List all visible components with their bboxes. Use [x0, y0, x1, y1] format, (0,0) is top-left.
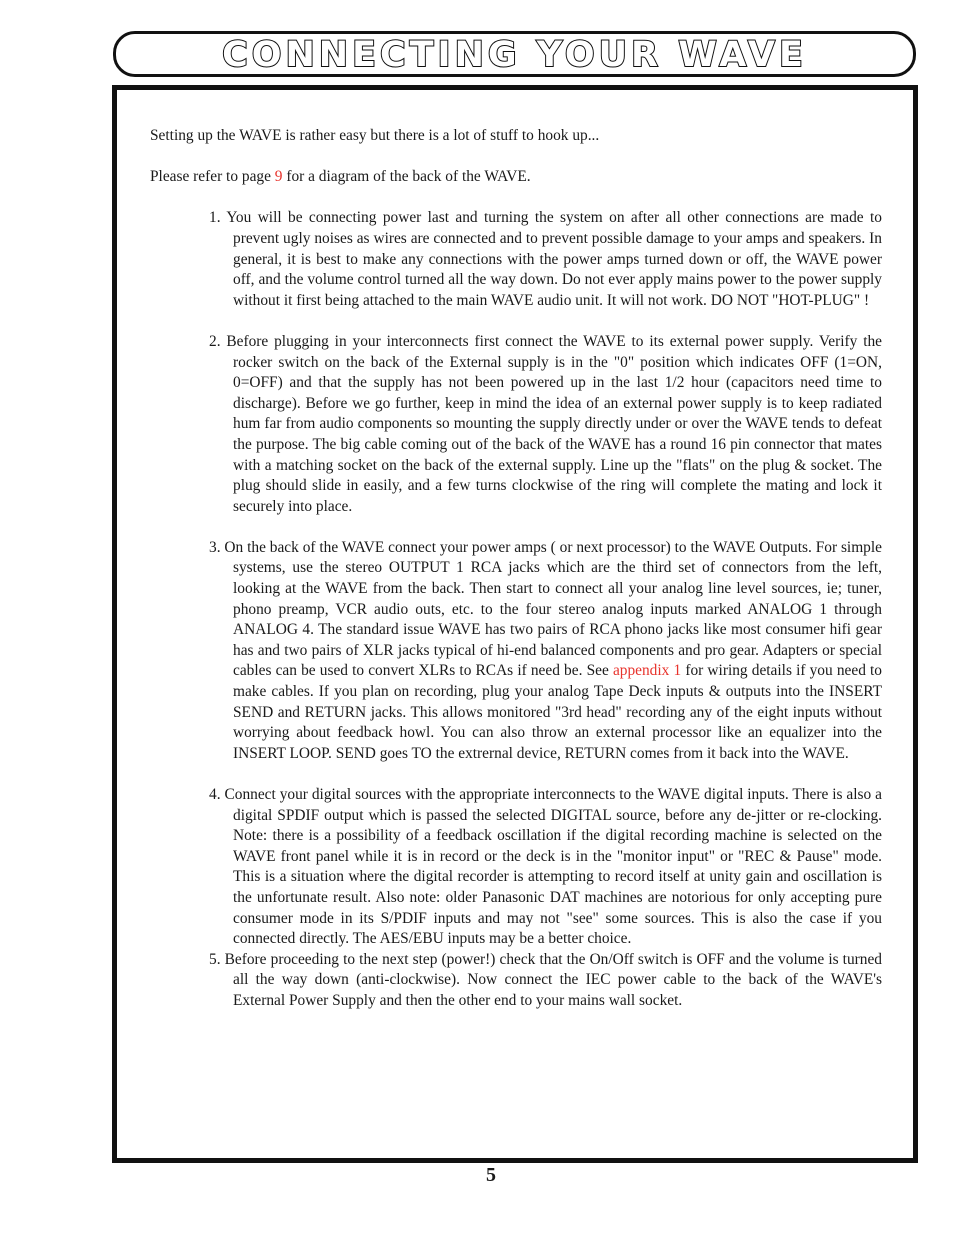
page-9-link[interactable]: 9 — [274, 168, 283, 186]
appendix-1-link[interactable]: appendix 1 — [612, 662, 682, 680]
title-banner — [113, 31, 916, 77]
step-3-text-end: for wiring details if you need to make cables. If you plan on recording, plug your analog Tape Deck inputs & outputs into the INSERT SEND and RETURN jacks. This allows monitored "3rd head" recording any of the eight inputs without worrying about feedback howl. You can also throw an external processor like an equalizer into the INSERT LOOP. SEND goes TO the extrernal device, RETURN comes from it back into the WAVE. — [233, 662, 883, 762]
body-text — [150, 126, 882, 1012]
step-2: 2. Before plugging in your interconnects first connect the WAVE to its external power supply. Verify the rocker switch on the back of the External supply is in the "0" position which indicates OFF (1=ON, 0=OFF) and that the supply has not been powered up in the last 1/2 hour (capacitors need time to discharge). Before we go further, keep in mind the idea of an external power supply is to keep radiated hum far from audio components so mounting the supply directly under or over the WAVE tends to defeat the purpose. The big cable coming out of the back of the WAVE has a round 16 pin connector that mates with a matching socket on the back of the external supply. Line up the "flats" on the plug & socket. The plug should slide in easily, and a few turns clockwise of the ring will complete the mating and lock it securely into place. — [209, 332, 882, 515]
step-3 — [209, 538, 882, 765]
content-frame — [112, 85, 918, 1163]
page-title: CONNECTING YOUR WAVE — [222, 34, 807, 75]
page-reference-text: Please refer to page — [150, 168, 275, 186]
intro-line: Setting up the WAVE is rather easy but there is a lot of stuff to hook up... — [150, 127, 600, 144]
step-4: 4. Connect your digital sources with the appropriate interconnects to the WAVE digital inputs. There is also a digital SPDIF output which is passed the selected DIGITAL source, before any de-jitter or re-clocking. Note: there is a possibility of a feedback oscillation if the digital recording machine is selected on the WAVE front panel while it is in record or the deck is in the "monitor input" or "REC & Pause" mode. This is a situation where the digital recorder is attempting to record itself at unity gain and oscillation is the unfortunate result. Also note: older Panasonic DAT machines are notorious for only accepting pure consumer mode in its S/PDIF inputs and may not "see" some sources. This is also the case if you connected directly. The AES/EBU inputs may be a better choice. — [209, 786, 882, 948]
step-5: 5. Before proceeding to the next step (power!) check that the On/Off switch is OFF and the volume is turned all the way down (anti-clockwise). Now connect the IEC power cable to the back of the WAVE's External Power Supply and then the other end to your mains wall socket. — [209, 950, 882, 1009]
page-reference-text-end: for a diagram of the back of the WAVE. — [282, 168, 531, 186]
page-reference-line — [150, 167, 882, 188]
page-number: 5 — [486, 1164, 496, 1186]
step-3-text: 3. On the back of the WAVE connect your power amps ( or next processor) to the WAVE Outputs. For simple systems, use the stereo OUTPUT 1 RCA jacks which are the third set of connectors from the left, looking at the WAVE from the back. Then start to connect all your analog line level sources, ie; tuner, phono preamp, VCR audio outs, etc. to the four stereo analog inputs marked ANALOG 1 through ANALOG 4. The standard issue WAVE has two pairs of RCA phono jacks like most consumer hifi gear has and two pairs of XLR jacks typical of hi-end balanced components and pro gear. Adapters or special cables can be used to convert XLRs to RCAs if need be. See — [209, 538, 882, 680]
step-1: 1. You will be connecting power last and turning the system on after all other connections are made to prevent ugly noises as wires are connected and to prevent possible damage to your amps and speakers. In general, it is best to make any connections with the power amps turned down or off, the WAVE power off, and the volume control turned all the way down. Do not ever apply mains power to the power supply without it first being attached to the main WAVE audio unit. It will not work. DO NOT "HOT-PLUG" ! — [209, 209, 882, 309]
